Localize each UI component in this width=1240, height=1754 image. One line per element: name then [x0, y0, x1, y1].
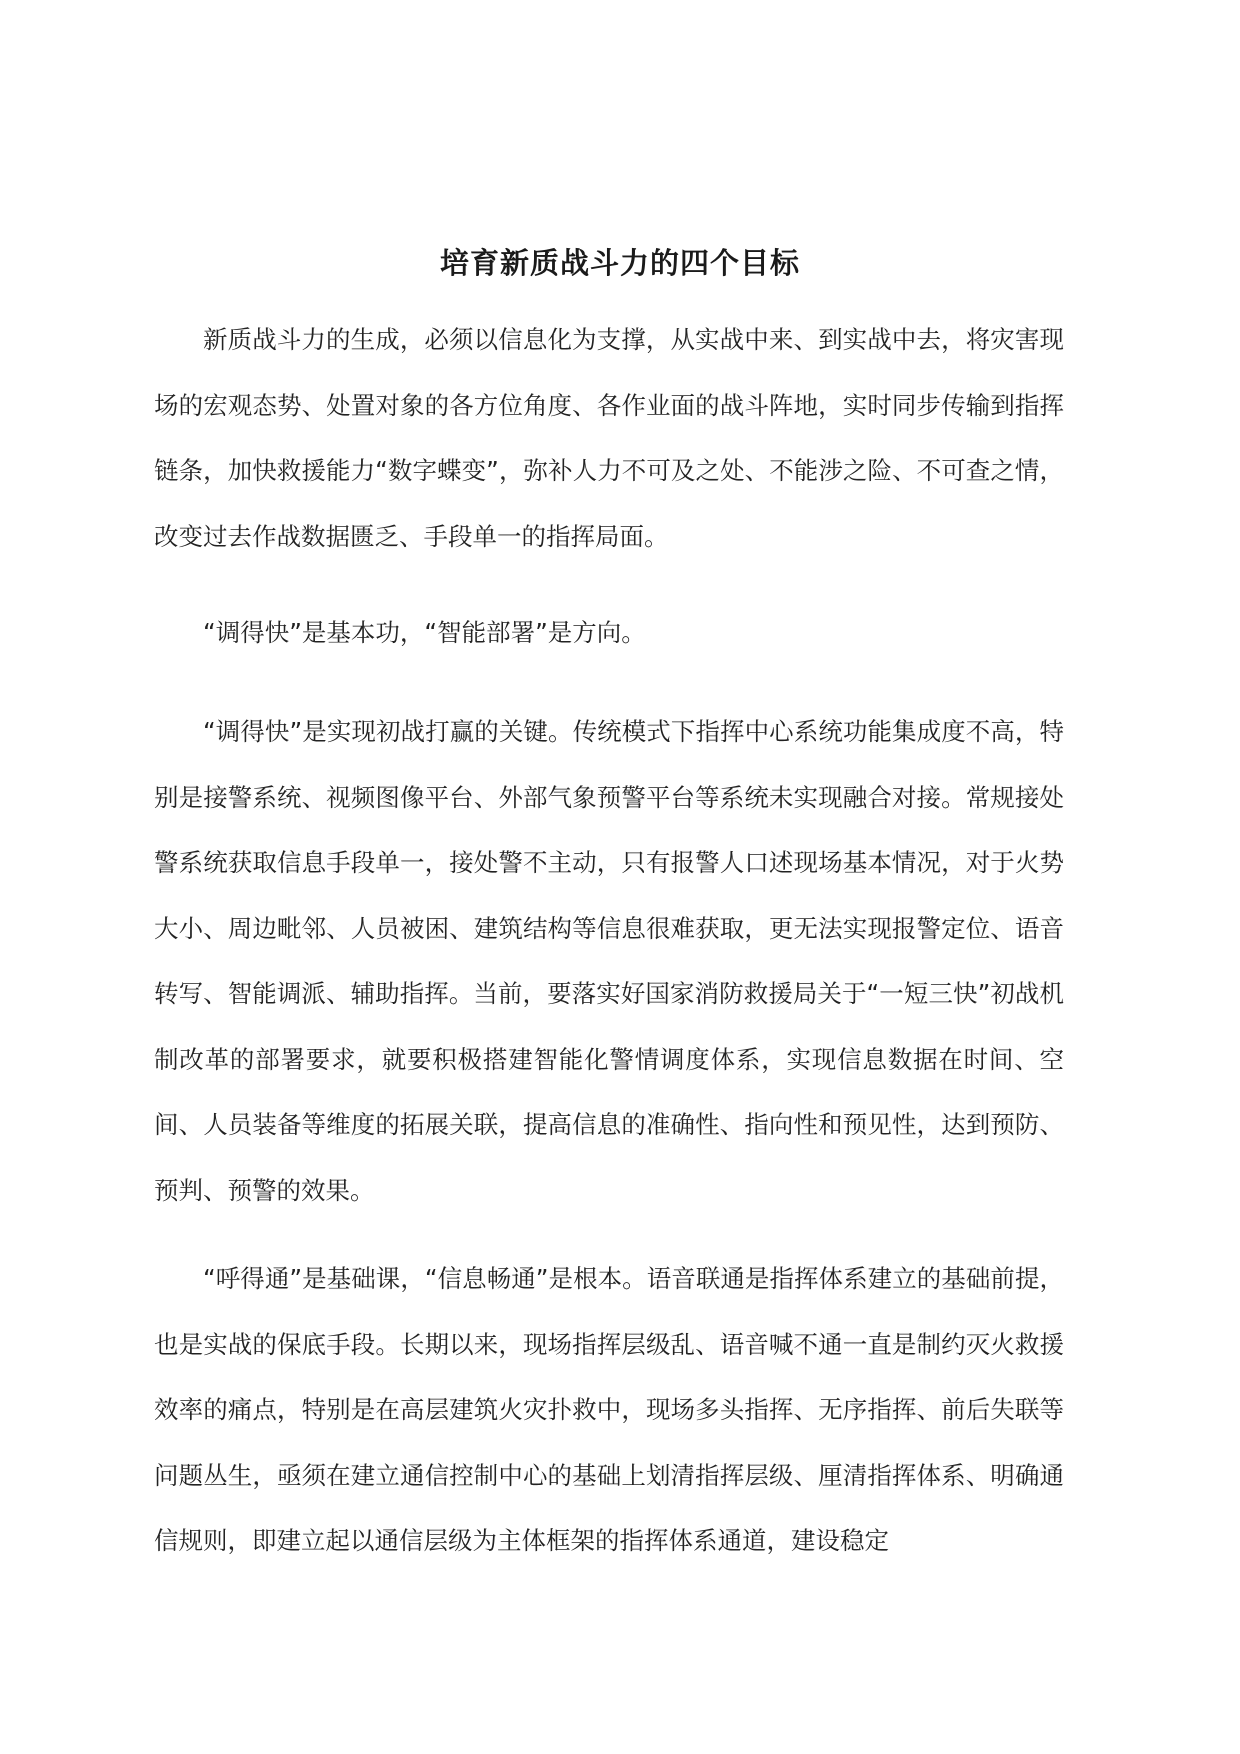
paragraph-1-block	[154, 307, 1064, 569]
paragraph-3: “调得快”是实现初战打赢的关键。传统模式下指挥中心系统功能集成度不高，特别是接警系统、视频图像平台、外部气象预警平台等系统未实现融合对接。常规接处警系统获取信息手段单一，接处警不主动，只有报警人口述现场基本情况，对于火势大小、周边毗邻、人员被困、建筑结构等信息很难获取，更无法实现报警定位、语音转写、智能调派、辅助指挥。当前，要落实好国家消防救援局关于“一短三快”初战机制改革的部署要求，就要积极搭建智能化警情调度体系，实现信息数据在时间、空间、人员装备等维度的拓展关联，提高信息的准确性、指向性和预见性，达到预防、预判、预警的效果。	[154, 717, 1064, 1205]
paragraph-1: 新质战斗力的生成，必须以信息化为支撑，从实战中来、到实战中去，将灾害现场的宏观态势、处置对象的各方位角度、各作业面的战斗阵地，实时同步传输到指挥链条，加快救援能力“数字蝶变”，弥补人力不可及之处、不能涉之险、不可查之情，改变过去作战数据匮乏、手段单一的指挥局面。	[154, 325, 1064, 551]
paragraph-4: “呼得通”是基础课，“信息畅通”是根本。语音联通是指挥体系建立的基础前提，也是实战的保底手段。长期以来，现场指挥层级乱、语音喊不通一直是制约灭火救援效率的痛点，特别是在高层建筑火灾扑救中，现场多头指挥、无序指挥、前后失联等问题丛生，亟须在建立通信控制中心的基础上划清指挥层级、厘清指挥体系、明确通信规则，即建立起以通信层级为主体框架的指挥体系通道，建设稳定	[154, 1264, 1064, 1555]
paragraph-4-block	[154, 1246, 1064, 1574]
paragraph-2: “调得快”是基本功，“智能部署”是方向。	[203, 618, 646, 647]
paragraph-2-block	[154, 600, 1064, 666]
paragraph-3-block	[154, 699, 1064, 1223]
document-title: 培育新质战斗力的四个目标	[439, 246, 800, 281]
